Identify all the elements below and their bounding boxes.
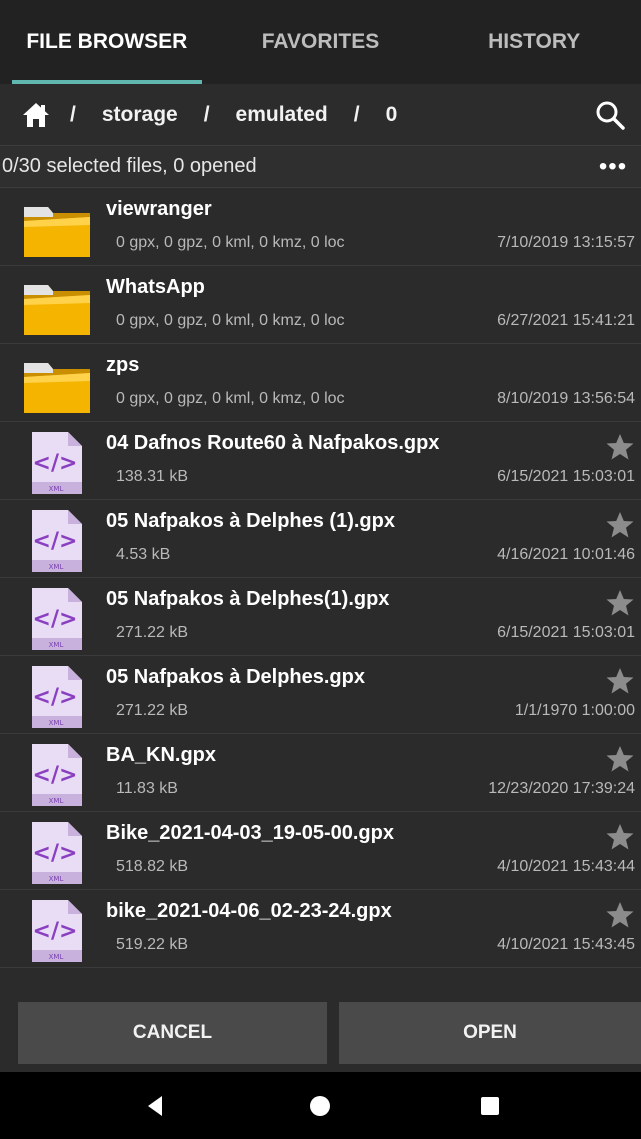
favorite-star-icon[interactable] — [605, 666, 635, 696]
folder-icon — [22, 357, 92, 417]
favorite-star-icon[interactable] — [605, 822, 635, 852]
tab-favorites[interactable]: FAVORITES — [261, 30, 380, 53]
item-modified-date: 6/27/2021 15:41:21 — [497, 312, 635, 329]
search-icon[interactable] — [589, 94, 631, 136]
item-name: 05 Nafpakos à Delphes (1).gpx — [106, 510, 395, 532]
xml-file-icon — [30, 508, 84, 574]
item-file-counts: 0 gpx, 0 gpz, 0 kml, 0 kmz, 0 loc — [116, 312, 345, 329]
open-button[interactable]: OPEN — [339, 1002, 641, 1064]
file-row[interactable] — [0, 422, 641, 500]
item-modified-date: 8/10/2019 13:56:54 — [497, 390, 635, 407]
svg-text:</>: </> — [32, 919, 78, 944]
item-file-size: 271.22 kB — [116, 624, 189, 641]
favorite-star-icon[interactable] — [605, 900, 635, 930]
item-modified-date: 12/23/2020 17:39:24 — [488, 780, 635, 797]
item-file-size: 138.31 kB — [116, 468, 189, 485]
item-file-size: 271.22 kB — [116, 702, 189, 719]
xml-file-icon — [30, 586, 84, 652]
breadcrumb-separator: / — [203, 102, 210, 126]
folder-icon — [22, 279, 92, 339]
breadcrumb-storage[interactable]: storage — [101, 102, 178, 126]
breadcrumb-emulated[interactable]: emulated — [235, 102, 328, 126]
item-name: Bike_2021-04-03_19-05-00.gpx — [106, 822, 394, 844]
file-row[interactable] — [0, 578, 641, 656]
selection-status: 0/30 selected files, 0 opened — [2, 155, 257, 177]
favorite-star-icon[interactable] — [605, 744, 635, 774]
item-name: viewranger — [106, 198, 212, 220]
breadcrumb-separator: / — [70, 102, 76, 126]
item-modified-date: 4/10/2021 15:43:44 — [497, 858, 635, 875]
item-name: 05 Nafpakos à Delphes.gpx — [106, 666, 365, 688]
item-name: bike_2021-04-06_02-23-24.gpx — [106, 900, 392, 922]
item-file-counts: 0 gpx, 0 gpz, 0 kml, 0 kmz, 0 loc — [116, 390, 345, 407]
system-navigation-bar — [0, 1072, 641, 1139]
breadcrumb — [0, 84, 641, 146]
folder-row[interactable] — [0, 188, 641, 266]
xml-file-icon — [30, 742, 84, 808]
svg-text:XML: XML — [48, 641, 64, 649]
xml-file-icon — [30, 430, 84, 496]
svg-text:</>: </> — [32, 685, 78, 710]
file-row[interactable] — [0, 500, 641, 578]
svg-text:XML: XML — [48, 719, 64, 727]
file-row[interactable] — [0, 890, 641, 968]
item-file-counts: 0 gpx, 0 gpz, 0 kml, 0 kmz, 0 loc — [116, 234, 345, 251]
tab-history[interactable]: HISTORY — [488, 30, 581, 53]
file-row[interactable] — [0, 734, 641, 812]
folder-row[interactable] — [0, 344, 641, 422]
item-modified-date: 4/10/2021 15:43:45 — [497, 936, 635, 953]
file-row[interactable] — [0, 812, 641, 890]
svg-text:XML: XML — [48, 485, 64, 493]
item-modified-date: 1/1/1970 1:00:00 — [514, 702, 635, 719]
item-modified-date: 4/16/2021 10:01:46 — [497, 546, 635, 563]
favorite-star-icon[interactable] — [605, 510, 635, 540]
item-file-size: 4.53 kB — [116, 546, 171, 563]
svg-text:XML: XML — [48, 953, 64, 961]
home-circle-icon[interactable] — [260, 1072, 380, 1139]
svg-text:</>: </> — [32, 607, 78, 632]
action-bar — [0, 1000, 641, 1072]
folder-icon — [22, 201, 92, 261]
xml-file-icon — [30, 898, 84, 964]
svg-text:</>: </> — [32, 763, 78, 788]
tab-bar — [0, 0, 641, 84]
selection-status-bar — [0, 146, 641, 188]
recents-icon[interactable] — [430, 1072, 550, 1139]
item-name: WhatsApp — [106, 276, 205, 298]
cancel-button[interactable]: CANCEL — [18, 1002, 327, 1064]
item-name: zps — [106, 354, 140, 376]
favorite-star-icon[interactable] — [605, 588, 635, 618]
breadcrumb-0[interactable]: 0 — [385, 102, 398, 126]
xml-file-icon — [30, 664, 84, 730]
folder-row[interactable] — [0, 266, 641, 344]
file-row[interactable] — [0, 656, 641, 734]
svg-text:</>: </> — [32, 529, 78, 554]
back-icon[interactable] — [96, 1072, 216, 1139]
xml-file-icon — [30, 820, 84, 886]
item-modified-date: 6/15/2021 15:03:01 — [497, 468, 635, 485]
svg-text:XML: XML — [48, 797, 64, 805]
svg-text:</>: </> — [32, 451, 78, 476]
svg-text:XML: XML — [48, 875, 64, 883]
item-modified-date: 6/15/2021 15:03:01 — [497, 624, 635, 641]
tab-file-browser[interactable]: FILE BROWSER — [0, 0, 214, 84]
breadcrumb-separator: / — [353, 102, 360, 126]
file-list — [0, 188, 641, 968]
item-name: BA_KN.gpx — [106, 744, 217, 766]
item-modified-date: 7/10/2019 13:15:57 — [497, 234, 635, 251]
item-name: 05 Nafpakos à Delphes(1).gpx — [106, 588, 390, 610]
favorite-star-icon[interactable] — [605, 432, 635, 462]
item-name: 04 Dafnos Route60 à Nafpakos.gpx — [106, 432, 440, 454]
item-file-size: 518.82 kB — [116, 858, 189, 875]
item-file-size: 519.22 kB — [116, 936, 189, 953]
more-options-icon[interactable]: ••• — [598, 153, 628, 180]
item-file-size: 11.83 kB — [116, 780, 178, 797]
svg-text:XML: XML — [48, 563, 64, 571]
home-icon[interactable] — [14, 93, 58, 137]
svg-text:</>: </> — [32, 841, 78, 866]
